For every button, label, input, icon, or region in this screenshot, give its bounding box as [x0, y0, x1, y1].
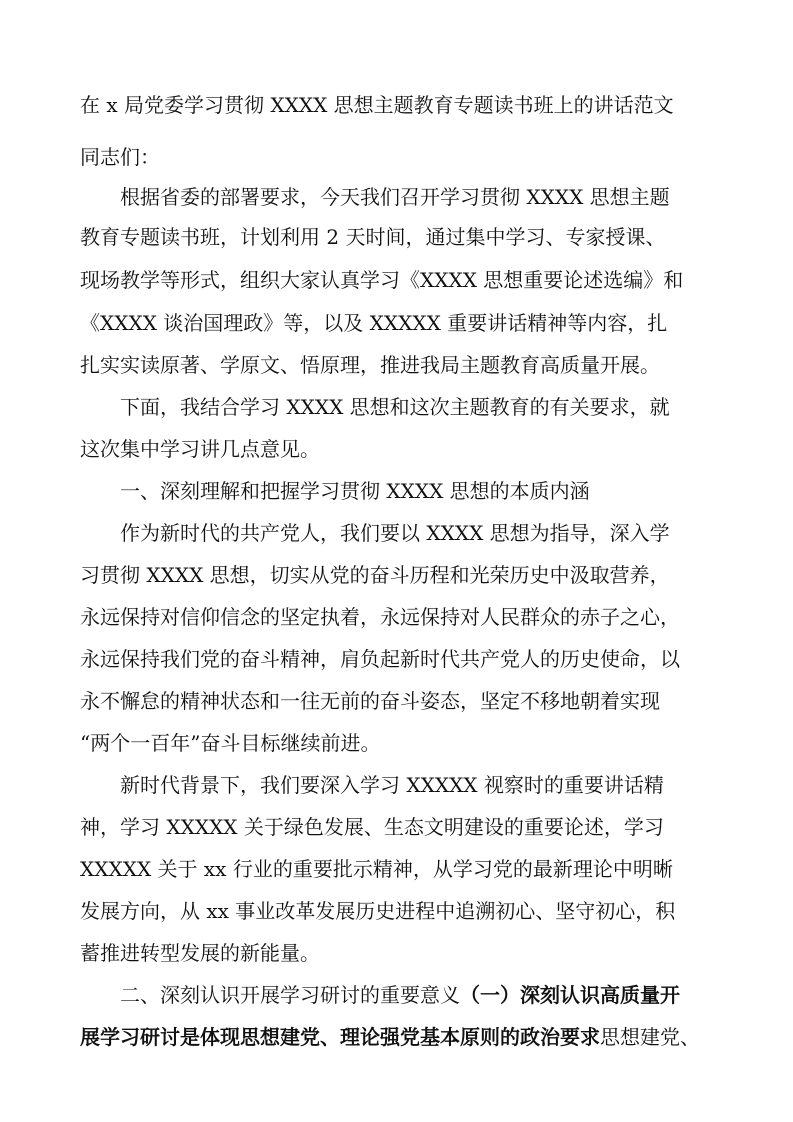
paragraph-line: 永不懈怠的精神状态和一往无前的奋斗姿态，坚定不移地朝着实现: [80, 689, 660, 713]
salutation: 同志们：: [80, 145, 160, 169]
paragraph-continuation: 思想建党、: [600, 1025, 700, 1049]
paragraph-line: 神，学习 XXXXX 关于绿色发展、生态文明建设的重要论述，学习: [80, 815, 664, 839]
paragraph-line: 发展方向，从 xx 事业改革发展历史进程中追溯初心、坚守初心，积: [80, 899, 676, 923]
paragraph-line: 扎实实读原著、学原文、悟原理，推进我局主题教育高质量开展。: [80, 353, 660, 377]
paragraph-line: 永远保持我们党的奋斗精神，肩负起新时代共产党人的历史使命，以: [80, 647, 680, 671]
paragraph-line: 蓄推进转型发展的新能量。: [80, 941, 320, 965]
subsection-heading-line: [80, 1025, 700, 1049]
subsection-heading-part1: （一）深刻认识高质量开: [460, 983, 680, 1007]
paragraph-line: 作为新时代的共产党人，我们要以 XXXX 思想为指导，深入学: [120, 521, 670, 545]
section-heading-1: 一、深刻理解和把握学习贯彻 XXXX 思想的本质内涵: [120, 479, 590, 503]
paragraph-line: 习贯彻 XXXX 思想，切实从党的奋斗历程和光荣历史中汲取营养，: [80, 563, 670, 587]
paragraph-line: 根据省委的部署要求，今天我们召开学习贯彻 XXXX 思想主题: [120, 185, 670, 209]
paragraph-line: 《XXXX 谈治国理政》等，以及 XXXXX 重要讲话精神等内容，扎: [80, 311, 668, 335]
paragraph-line: 教育专题读书班，计划利用 2 天时间，通过集中学习、专家授课、: [80, 225, 666, 249]
paragraph-line: 这次集中学习讲几点意见。: [80, 437, 320, 461]
paragraph-line: “两个一百年”奋斗目标继续前进。: [80, 731, 381, 755]
paragraph-line: 下面，我结合学习 XXXX 思想和这次主题教育的有关要求，就: [120, 395, 670, 419]
paragraph-line: 永远保持对信仰信念的坚定执着，永远保持对人民群众的赤子之心，: [80, 605, 680, 629]
paragraph-line: 现场教学等形式，组织大家认真学习《XXXX 思想重要论述选编》和: [80, 268, 684, 292]
section-heading-2-line: [120, 983, 680, 1007]
document-title: 在 x 局党委学习贯彻 XXXX 思想主题教育专题读书班上的讲话范文: [80, 93, 674, 117]
subsection-heading-part2: 展学习研讨是体现思想建党、理论强党基本原则的政治要求: [80, 1025, 600, 1049]
section-heading-2: 二、深刻认识开展学习研讨的重要意义: [120, 983, 460, 1007]
paragraph-line: 新时代背景下，我们要深入学习 XXXXX 视察时的重要讲话精: [120, 773, 664, 797]
paragraph-line: XXXXX 关于 xx 行业的重要批示精神，从学习党的最新理论中明晰: [80, 857, 673, 881]
